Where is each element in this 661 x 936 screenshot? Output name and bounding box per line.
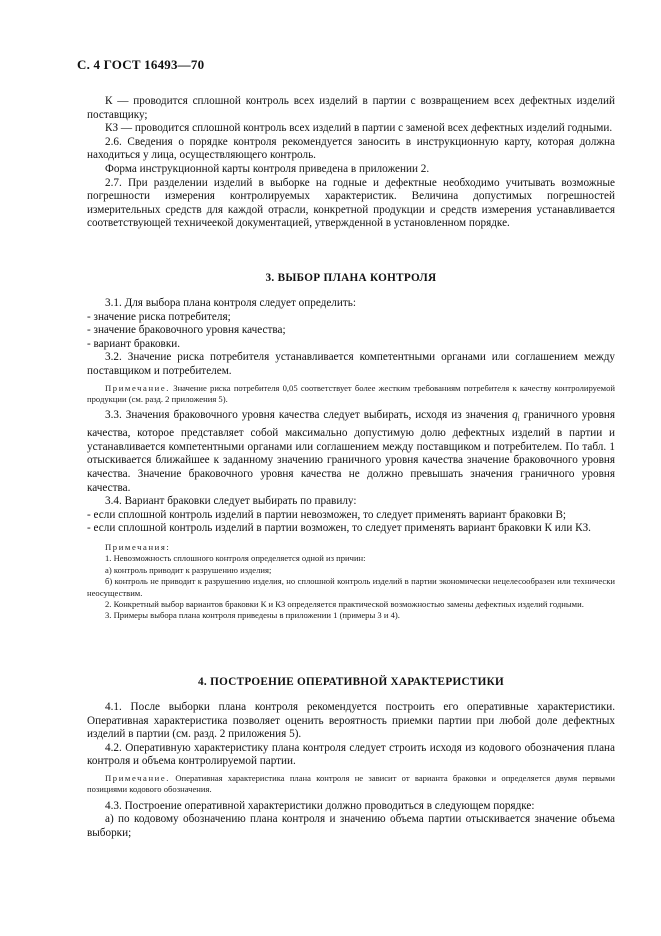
list-item: - вариант браковки. (87, 337, 181, 350)
paragraph-3-3 (87, 409, 615, 495)
section-3-heading-wrap (87, 272, 615, 284)
paragraph-2-6: 2.6. Сведения о порядке контроля рекомендуется заносить в инструкционную карту, которая должна находиться у лица, осуществляющего контроль. (87, 135, 615, 162)
page-header: С. 4 ГОСТ 16493—70 (77, 57, 205, 72)
section-4-body (87, 701, 615, 841)
note-item: 1. Невозможность сплошного контроля определяется одной из причин: (105, 553, 366, 564)
paragraph-4-3: 4.3. Построение оперативной характеристики должно проводиться в следующем порядке: (105, 799, 535, 812)
paragraph-3-4: 3.4. Вариант браковки следует выбирать по правилу: (105, 495, 357, 508)
note-text: Оперативная характеристика плана контроля не зависит от варианта браковки и определяется двумя первыми позициями кодового обозначения. (87, 772, 615, 795)
list-item: - если сплошной контроль изделий в партии возможен, то следует применять вариант браковки К или КЗ. (87, 522, 591, 535)
section-4-heading: 4. ПОСТРОЕНИЕ ОПЕРАТИВНОЙ ХАРАКТЕРИСТИКИ (197, 676, 505, 688)
paragraph-3-3-rest: граничного уровня качества, которое представляет собой максимально допустимую долю дефектных изделий в партии и устанавливается компетентными органами или соглашением между поставщиком и потребителем. По табл. 1 отыскивается ближайшее к заданному значению граничного уровня качества значение браковочного уровня качества. Значение браковочного уровня качества не должно превышать значения граничного уровня качества. (87, 409, 615, 494)
symbol-q: q (512, 409, 518, 422)
paragraph-variant-k: К — проводится сплошной контроль всех изделий в партии с возвращением всех дефектных изделий поставщику; (87, 95, 615, 121)
note-item: 3. Примеры выбора плана контроля приведены в приложении 1 (примеры 3 и 4). (105, 610, 400, 621)
paragraph-form-reference: Форма инструкционной карты контроля приведена в приложении 2. (105, 162, 430, 175)
note-item: б) контроль не приводит к разрушению изделия, но сплошной контроль изделий в партии экономически нецелесообразен или технически неосуществим. (87, 576, 615, 598)
section-4-heading-wrap (87, 676, 615, 688)
section-3-body (87, 297, 615, 622)
note-item: а) контроль приводит к разрушению изделия; (105, 564, 272, 575)
block-clause-2 (87, 95, 615, 231)
notes-label: Примечания: (105, 541, 171, 552)
paragraph-4-1: 4.1. После выборки плана контроля рекомендуется построить его оперативные характеристики. Оперативная характеристика позволяет оценить вероятность приемки партии при любой доле дефектных изделий в партии (см. разд. 2 приложения 5). (87, 701, 615, 741)
list-item: - если сплошной контроль изделий в партии невозможен, то следует применять вариант браковки В; (87, 508, 567, 521)
list-item: - значение риска потребителя; (87, 310, 231, 323)
paragraph-3-1: 3.1. Для выбора плана контроля следует определить: (105, 297, 356, 309)
note-item: 2. Конкретный выбор вариантов браковки К и КЗ определяется практической возможностью замены дефектных изделий годными. (105, 598, 584, 609)
paragraph-3-3-start: 3.3. Значения браковочного уровня качества следует выбирать, исходя из значения (105, 409, 509, 422)
paragraph-4-2: 4.2. Оперативную характеристику плана контроля следует строить исходя из кодового обозначения плана контроля и объема контролируемой партии. (87, 741, 615, 768)
paragraph-2-7: 2.7. При разделении изделий в выборке на годные и дефектные необходимо учитывать возможные погрешности измерения контролируемых характеристик. Величина допустимых погрешностей измерительных средств для каждой отрасли, конкретной продукции и средств измерения устанавливается соответствующей техничеекой документацией, утвержденной в установленном порядке. (87, 176, 615, 230)
note-3-2 (87, 383, 615, 406)
note-label: Примечание. (105, 382, 171, 393)
note-label: Примечание. (105, 772, 171, 783)
note-text: Значение риска потребителя 0,05 соответствует более жестким требованиям потребителя к качеству контролируемой продукции (см. разд. 2 приложения 5). (87, 382, 615, 404)
symbol-q-subscript: i (517, 415, 520, 424)
paragraph-4-3-a: а) по кодовому обозначению плана контроля и значению объема партии отыскивается значение объема выборки; (87, 813, 615, 839)
paragraph-3-2: 3.2. Значение риска потребителя устанавливается компетентными органами или соглашением между поставщиком и потребителем. (87, 351, 615, 377)
section-3-heading: 3. ВЫБОР ПЛАНА КОНТРОЛЯ (265, 272, 437, 284)
list-item: - значение браковочного уровня качества; (87, 324, 286, 337)
note-4-2 (87, 773, 615, 796)
paragraph-variant-kz: КЗ — проводится сплошной контроль всех изделий в партии с заменой всех дефектных изделий годными. (105, 122, 613, 135)
